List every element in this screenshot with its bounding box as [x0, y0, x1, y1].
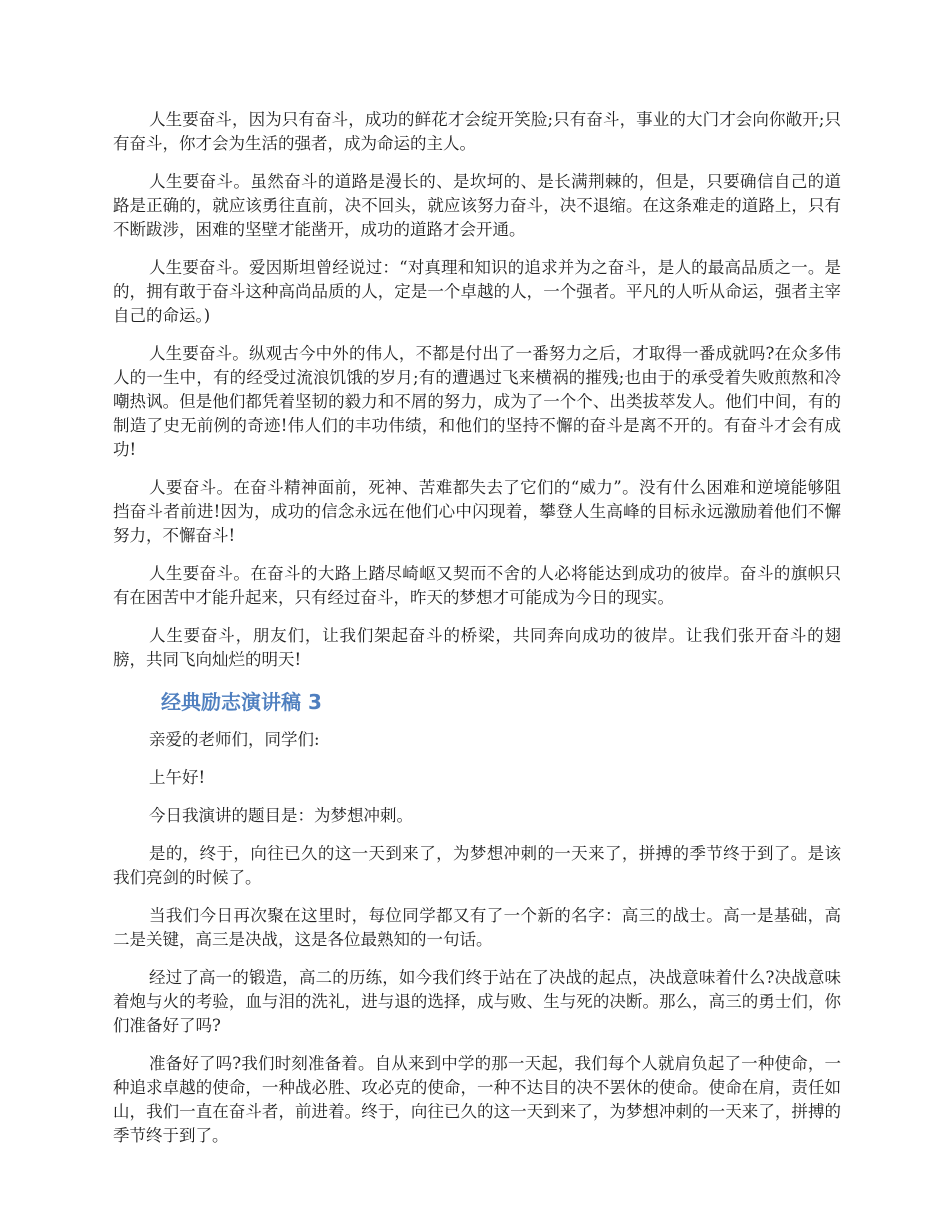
salutation-line: 上午好! — [149, 768, 206, 787]
paragraph: 人生要奋斗，朋友们，让我们架起奋斗的桥梁，共同奔向成功的彼岸。让我们张开奋斗的翅膀，共同飞向灿烂的明天! — [113, 626, 841, 669]
paragraph: 人生要奋斗。爱因斯坦曾经说过：“对真理和知识的追求并为之奋斗，是人的最高品质之一。是的，拥有敢于奋斗这种高尚品质的人，定是一个卓越的人，一个强者。平凡的人听从命运，强者主宰自己的命运。) — [113, 258, 841, 325]
topic-line: 今日我演讲的题目是：为梦想冲刺。 — [149, 806, 413, 825]
paragraph: 是的，终于，向往已久的这一天到来了，为梦想冲刺的一天来了，拼搏的季节终于到了。是该我们亮剑的时候了。 — [113, 844, 841, 887]
paragraph: 准备好了吗?我们时刻准备着。自从来到中学的那一天起，我们每个人就肩负起了一种使命，一种追求卓越的使命，一种战必胜、攻必克的使命，一种不达目的决不罢休的使命。使命在肩，责任如山，我们一直在奋斗者，前进着。终于，向往已久的这一天到来了，为梦想冲刺的一天来了，拼搏的季节终于到了。 — [113, 1054, 841, 1145]
paragraph: 人生要奋斗。虽然奋斗的道路是漫长的、是坎坷的、是长满荆棘的，但是，只要确信自己的道路是正确的，就应该勇往直前，决不回头，就应该努力奋斗，决不退缩。在这条难走的道路上，只有不断跋涉，困难的坚壁才能凿开，成功的道路才会开通。 — [113, 172, 841, 239]
paragraph: 人生要奋斗。在奋斗的大路上踏尽崎岖又契而不舍的人必将能达到成功的彼岸。奋斗的旗帜只有在困苦中才能升起来，只有经过奋斗，昨天的梦想才可能成为今日的现实。 — [113, 564, 841, 607]
greeting-line: 亲爱的老师们，同学们: — [149, 730, 320, 749]
document-page — [113, 108, 841, 1162]
paragraph: 人生要奋斗。纵观古今中外的伟人，不都是付出了一番努力之后，才取得一番成就吗?在众多伟人的一生中，有的经受过流浪饥饿的岁月;有的遭遇过飞来横祸的摧残;也由于的承受着失败煎熬和冷嘲热讽。但是他们都凭着坚韧的毅力和不屑的努力，成为了一个个、出类拔萃发人。他们中间，有的制造了史无前例的奇迹!伟人们的丰功伟绩，和他们的坚持不懈的奋斗是离不开的。有奋斗才会有成功! — [113, 344, 841, 459]
paragraph: 人生要奋斗，因为只有奋斗，成功的鲜花才会绽开笑脸;只有奋斗，事业的大门才会向你敞开;只有奋斗，你才会为生活的强者，成为命运的主人。 — [113, 110, 841, 153]
paragraph: 人要奋斗。在奋斗精神面前，死神、苦难都失去了它们的“威力”。没有什么困难和逆境能够阻挡奋斗者前进!因为，成功的信念永远在他们心中闪现着，攀登人生高峰的目标永远激励着他们不懈努力，不懈奋斗! — [113, 478, 841, 545]
section-heading: 经典励志演讲稿 3 — [161, 690, 322, 714]
paragraph: 经过了高一的锻造，高二的历练，如今我们终于站在了决战的起点，决战意味着什么?决战意味着炮与火的考验，血与泪的洗礼，进与退的选择，成与败、生与死的决断。那么，高三的勇士们，你们准备好了吗? — [113, 968, 841, 1035]
paragraph: 当我们今日再次聚在这里时，每位同学都又有了一个新的名字：高三的战士。高一是基础，高二是关键，高三是决战，这是各位最熟知的一句话。 — [113, 906, 841, 949]
